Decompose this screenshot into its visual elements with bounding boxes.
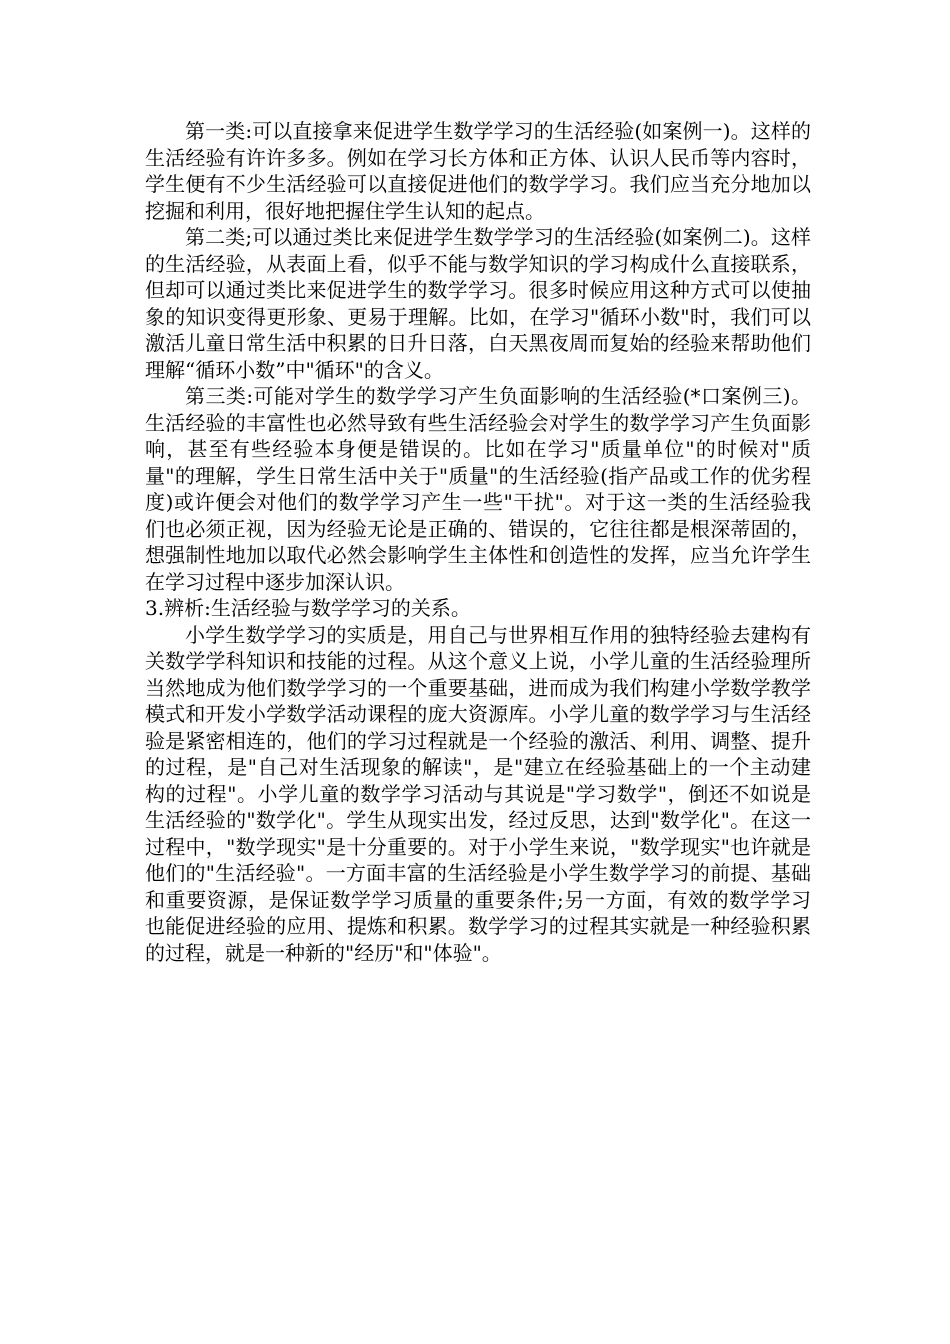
- paragraph-analysis: 小学生数学学习的实质是，用自己与世界相互作用的独特经验去建构有关数学学科知识和技能的过程。从这个意义上说，小学儿童的生活经验理所当然地成为他们数学学习的一个重要基础，进而成为我们构建小学数学教学模式和开发小学数学活动课程的庞大资源库。小学儿童的数学学习与生活经验是紧密相连的，他们的学习过程就是一个经验的激活、利用、调整、提升的过程，是"自己对生活现象的解读"，是"建立在经验基础上的一个主动建构的过程"。小学儿童的数学学习活动与其说是"学习数学"，倒还不如说是生活经验的"数学化"。学生从现实出发，经过反思，达到"数学化"。在这一过程中，"数学现实"是十分重要的。对于小学生来说，"数学现实"也许就是他们的"生活经验"。一方面丰富的生活经验是小学生数学学习的前提、基础和重要资源，是保证数学学习质量的重要条件;另一方面，有效的数学学习也能促进经验的应用、提炼和积累。数学学习的过程其实就是一种经验积累的过程，就是一种新的"经历"和"体验"。: [145, 622, 811, 965]
- paragraph-category-two: 第二类;可以通过类比来促进学生数学学习的生活经验(如案例二)。这样的生活经验，从表面上看，似乎不能与数学知识的学习构成什么直接联系，但却可以通过类比来促进学生的数学学习。很多时候应用这种方式可以使抽象的知识变得更形象、更易于理解。比如，在学习"循环小数"时，我们可以激活儿童日常生活中积累的日升日落，白天黑夜周而复始的经验来帮助他们理解“循环小数”中"循环"的含义。: [145, 225, 811, 382]
- paragraph-category-one: 第一类:可以直接拿来促进学生数学学习的生活经验(如案例一)。这样的生活经验有许许多多。例如在学习长方体和正方体、认识人民币等内容时，学生便有不少生活经验可以直接促进他们的数学学习。我们应当充分地加以挖掘和利用，很好地把握住学生认知的起点。: [145, 119, 811, 223]
- document-body: [145, 118, 811, 966]
- section-heading-analysis: 3.辨析:生活经验与数学学习的关系。: [145, 596, 471, 620]
- paragraph-category-three: 第三类:可能对学生的数学学习产生负面影响的生活经验(*口案例三)。生活经验的丰富性也必然导致有些生活经验会对学生的数学学习产生负面影响，甚至有些经验本身便是错误的。比如在学习"质量单位"的时候对"质量"的理解，学生日常生活中关于"质量"的生活经验(指产品或工作的优劣程度)或许便会对他们的数学学习产生一些"干扰"。对于这一类的生活经验我们也必须正视，因为经验无论是正确的、错误的，它往往都是根深蒂固的，想强制性地加以取代必然会影响学生主体性和创造性的发挥，应当允许学生在学习过程中逐步加深认识。: [145, 384, 811, 594]
